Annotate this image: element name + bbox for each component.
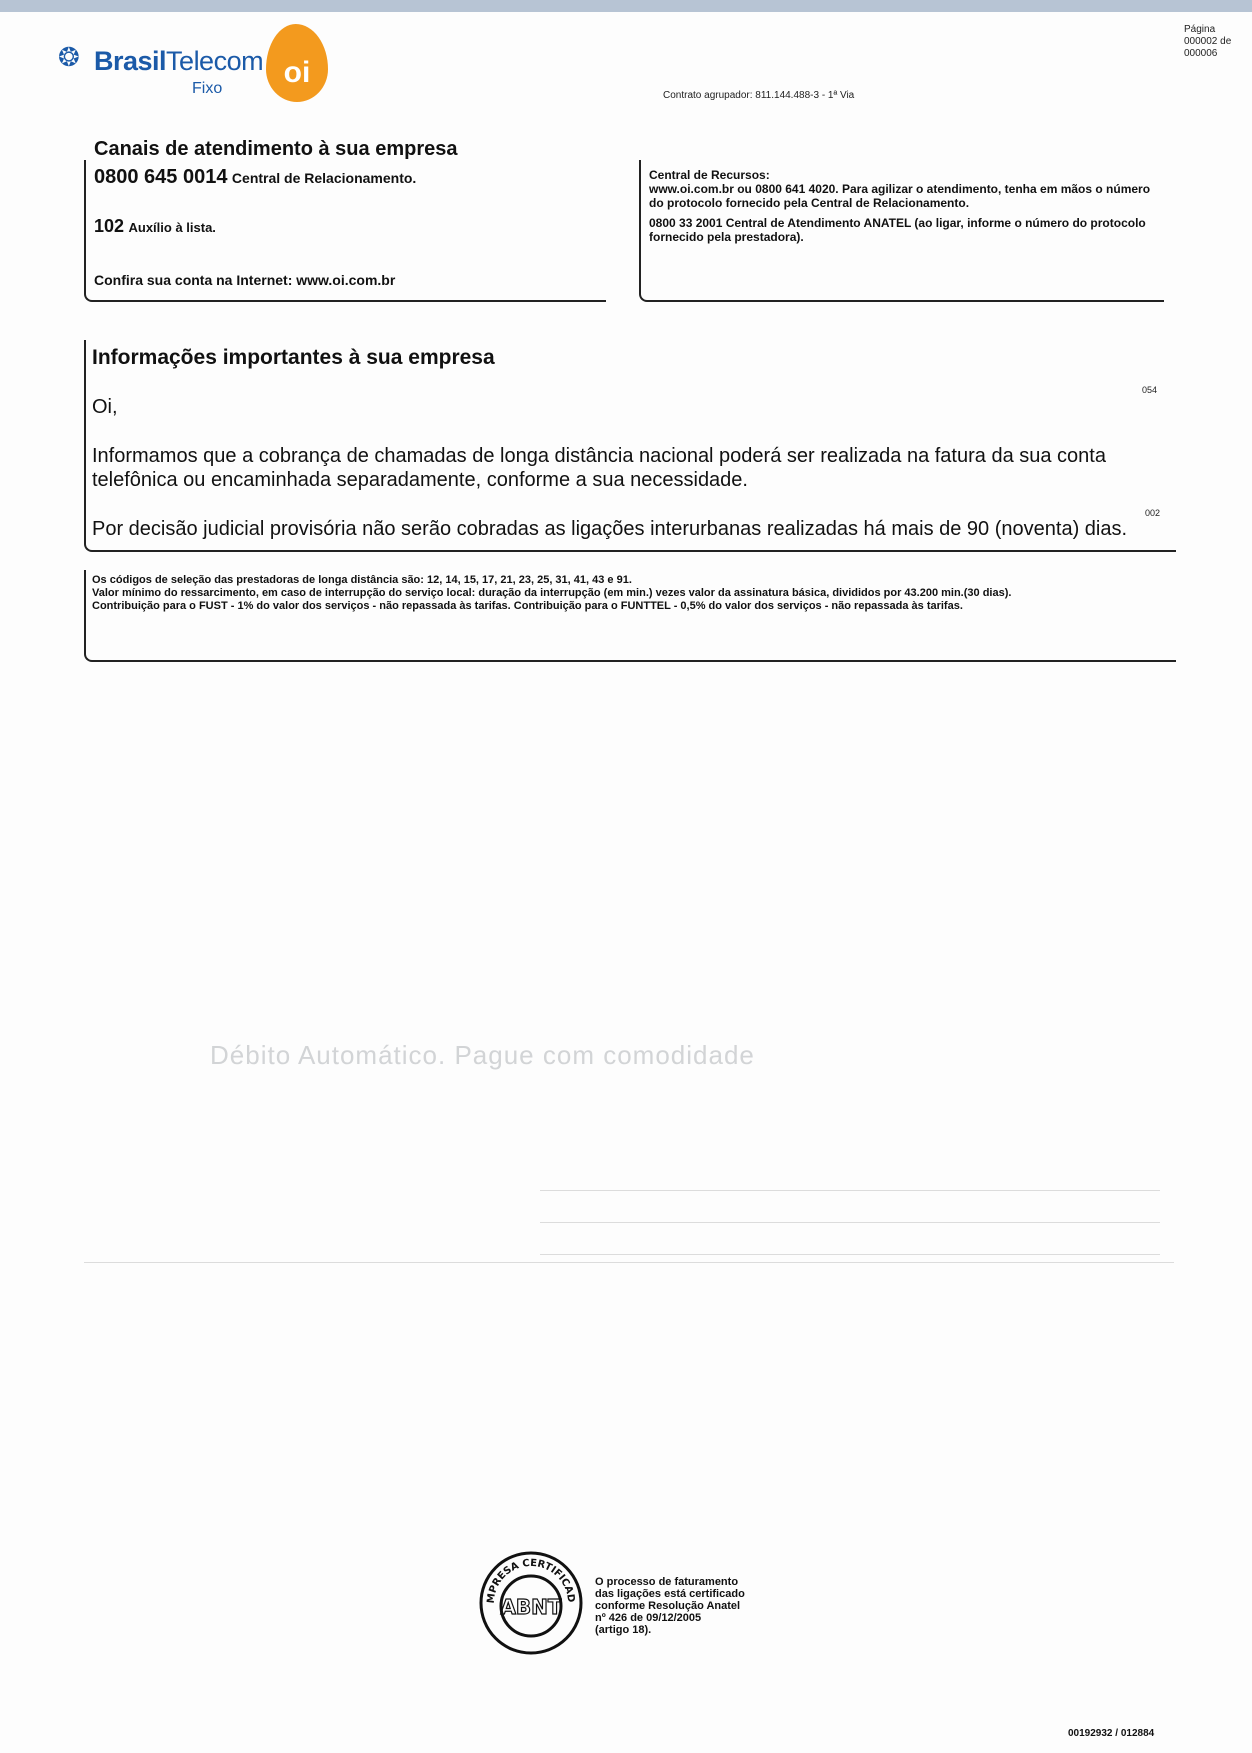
- ghost-heading: Débito Automático. Pague com comodidade: [210, 1040, 755, 1070]
- page-total: 000006: [1184, 48, 1218, 59]
- seal-center-text: ABNT: [500, 1595, 562, 1619]
- seal-line-2: das ligações está certificado: [595, 1588, 745, 1600]
- oi-logo: [266, 24, 328, 102]
- oi-logo-text: oi: [283, 56, 311, 89]
- internet-link: Confira sua conta na Internet: www.oi.com.br: [94, 272, 396, 288]
- info-paragraph-2: Por decisão judicial provisória não serão cobradas as ligações interurbanas realizadas há mais de 90 (noventa) dias.: [92, 518, 1128, 540]
- brasiltelecom-logo: [58, 40, 264, 100]
- ghost-line: [84, 1262, 1174, 1263]
- info-code-2: 002: [1145, 508, 1161, 518]
- recursos-line1: www.oi.com.br ou 0800 641 4020. Para agilizar o atendimento, tenha em mãos o número do protocolo fornecido pela Central de Relacionamento.: [649, 182, 1151, 210]
- notes-line-2: Valor mínimo do ressarcimento, em caso de interrupção do serviço local: duração da interrupção (em min.) vezes valor da assinatura básica, divididos por 43.200 min.(30 dias).: [92, 587, 1012, 599]
- recursos-line2: 0800 33 2001 Central de Atendimento ANATEL (ao ligar, informe o número do protocolo fornecido pela prestadora).: [649, 216, 1146, 244]
- ghost-line: [540, 1222, 1160, 1223]
- info-paragraph-1: Informamos que a cobrança de chamadas de longa distância nacional poderá ser realizada na fatura da sua conta telefônica ou encaminhada separadamente, conforme a sua necessidade.: [92, 445, 1106, 491]
- contract-number: Contrato agrupador: 811.144.488-3 - 1ª Via: [663, 90, 855, 101]
- seal-ring-text: MPRESA CERTIFICAD: [485, 1557, 577, 1604]
- ghost-line: [540, 1254, 1160, 1255]
- brand-light: Telecom: [166, 46, 264, 76]
- seal-line-3: conforme Resolução Anatel: [595, 1600, 741, 1612]
- seal-caption: [595, 1576, 755, 1636]
- brasiltelecom-swirl-icon: ❂: [58, 42, 80, 72]
- ghost-line: [540, 1190, 1160, 1191]
- notes-line-1: Os códigos de seleção das prestadoras de longa distância são: 12, 14, 15, 17, 21, 23, 25, 31, 41, 43 e 91.: [92, 574, 632, 586]
- abnt-seal-icon: [476, 1548, 586, 1658]
- notes-line-3: Contribuição para o FUST - 1% do valor dos serviços - não repassada às tarifas. Contribuição para o FUNTTEL - 0,5% do valor dos serviços - não repassada às tarifas.: [92, 600, 963, 612]
- scan-top-edge: [0, 0, 1252, 12]
- brand-sub: Fixo: [192, 80, 223, 97]
- info-greeting: Oi,: [92, 396, 118, 418]
- recursos-title: Central de Recursos:: [649, 168, 770, 182]
- info-code-1: 054: [1142, 385, 1158, 395]
- seal-line-1: O processo de faturamento: [595, 1576, 739, 1588]
- seal-line-4: nº 426 de 09/12/2005: [595, 1612, 702, 1624]
- notes-text: [92, 574, 1170, 613]
- central-relacionamento-line: [94, 166, 416, 189]
- auxilio-lista-line: [94, 216, 216, 237]
- canais-title: Canais de atendimento à sua empresa: [94, 138, 458, 160]
- phone1-label: Central de Relacionamento.: [231, 170, 417, 186]
- seal-line-5: (artigo 18).: [595, 1624, 652, 1636]
- page-counter: [1184, 24, 1244, 60]
- recursos-text: [649, 168, 1154, 250]
- phone2-number: 102: [94, 216, 125, 236]
- footer-code: 00192932 / 012884: [1068, 1728, 1155, 1739]
- page-current: 000002 de: [1184, 36, 1232, 47]
- page-label: Página: [1184, 24, 1216, 35]
- phone1-number: 0800 645 0014: [94, 166, 228, 188]
- brand-name: [94, 46, 263, 77]
- brand-bold: Brasil: [94, 46, 167, 76]
- info-title: Informações importantes à sua empresa: [92, 346, 495, 369]
- phone2-label: Auxílio à lista.: [128, 220, 216, 235]
